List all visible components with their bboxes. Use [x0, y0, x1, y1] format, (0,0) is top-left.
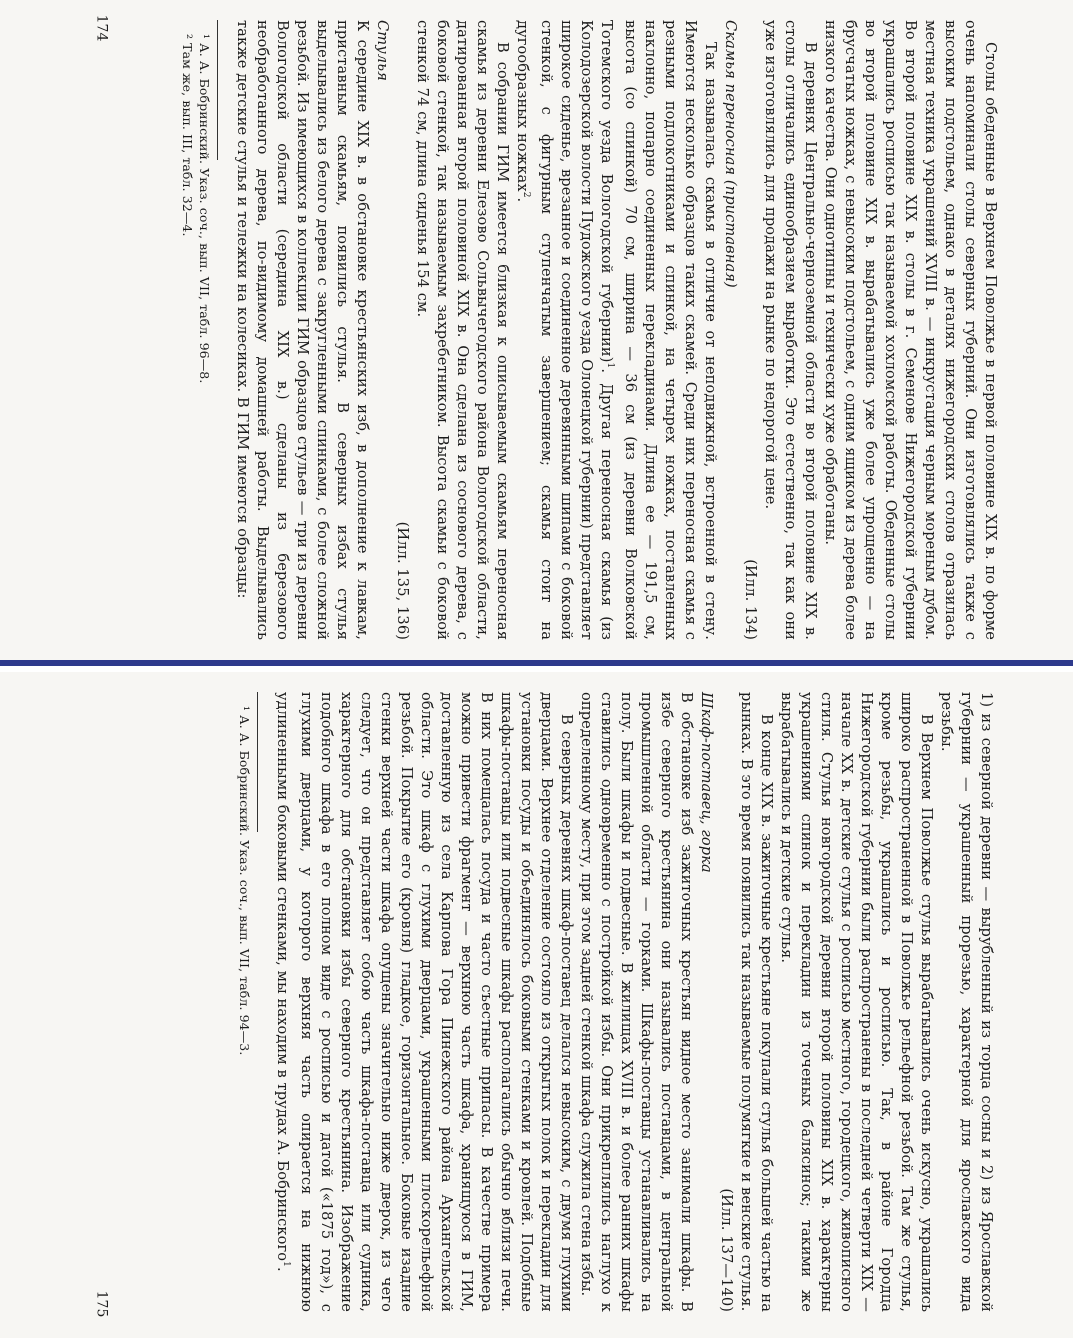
footnote-rule: [257, 692, 258, 832]
page-number: 175: [93, 1290, 110, 1318]
paragraph-tables: Столы обеденные в Верхнем Поволжье в первой половине XIX в. по форме очень напоминали столы северных губерний. Они изготовлялись также с высоким подстольем, однако в деталях нижегородских столов отразилась местная техника украшений XVIII в. — инкрустация черным мореным дубом. Во второй половине XIX в. столы в г. Семенове Нижегородской губернии украшались росписью так называемой хохломской работы. Обеденные столы во второй половине XIX в. вырабатывались уже более упрощенно — на брусчатых ножках, с невысоким подстольем, с одним ящиком из дерева более низкого качества. Они однотипны и технически хуже обработаны.: [822, 20, 999, 640]
paragraph-bench-2: В собрании ГИМ имеется близкая к описываемым скамьям переносная скамья из деревни Елезово Сольвычегодского района Вологодской области, датированная второй половиной XIX в. Она сделана из соснового дерева, с боковой стенкой, так называемым захребетником. Высота скамьи с боковой стенкой 74 см, длина сиденья 154 см. (Илл. 135, 136): [394, 20, 512, 640]
bottom-page-text: [236, 692, 996, 1312]
illustration-ref: (Илл. 134): [742, 559, 759, 640]
footnote-rule: [217, 20, 218, 160]
section-heading-bench: Скамья переносная (приставная): [722, 20, 739, 288]
paragraph-chairs: К середине XIX в. в обстановке крестьянских изб, в дополнение к лавкам, приставным скамьям, появились стулья. В северных избах стулья выделывались из белого дерева с закругленными спинками, с более сложной резьбой. Из имеющихся в коллекции ГИМ образцов стульев — три из деревни Вологодской области (середина XIX в.) сделаны из березового необработанного дерева, по-видимому домашней работы. Выделывались также детские стулья и тележки на колесиках. В ГИМ имеются образцы:: [234, 20, 372, 640]
footnote: ¹ А. А. Бобринский. Указ. соч., вып. VII, табл. 94—3.: [237, 706, 253, 1056]
top-page-text: [179, 20, 1000, 640]
section-heading-chairs: Стулья: [374, 20, 392, 81]
footnote-marker: 2: [521, 191, 532, 198]
paragraph-intro: 1) из северной деревни — вырубленный из торца сосны и 2) из Ярославской губернии — украшенный прорезью, характерной для ярославского вида резьбы.: [938, 692, 995, 1312]
footnote: ² Там же, вып. III, табл. 32—4.: [180, 34, 196, 237]
footnote-marker: 1: [281, 1261, 291, 1267]
paragraph-cupboard-2: В северных деревнях шкаф-поставец делался невысоким, с двумя глухими дверцами. Верхнее отделение состояло из открытых полок и перекладин для установки посуды и объединялось боковыми стенками и кровлей. Подобные шкафы-поставцы или подвесные шкафы располагались обычно вблизи печи. В них помещалась посуда и часто съестные припасы. В качестве примера можно привести фрагмент — верхнюю часть шкафа, хранящуюся в ГИМ, доставленную из села Карпова Гора Пинежского района Архангельской области. Это шкаф с глухими дверцами, украшенными плоскорельефной резьбой. Покрытие его (кровля) гладкое, горизонтальное. Боковые изадние стенки верхней части шкафа опущены значительно ниже дверок, из чего следует, что он представляет собою часть шкафа-поставца или судника, характерного для обстановки избы северного крестьянина. Изображение подобного шкафа в его полном виде с росписью и датой («1875 год»), с глухими дверцами, у которого верхняя часть опирается на нижнюю удлиненными боковыми стенками, мы находим в трудах А. Бобринского$^1$.: [274, 692, 575, 1312]
paragraph-tables-2: В деревнях Центрально-черноземной области во второй половине XIX в. столы отличались единообразием выработки. Это естественно, так как они уже изготовлялись для продажи на рынке по недорогой цене. (Илл. 134): [742, 20, 819, 640]
section-heading-cupboard: Шкаф-поставец, горка: [698, 692, 715, 873]
illustration-ref: (Илл. 137—140): [718, 1188, 735, 1312]
paragraph-market: В конце XIX в. зажиточные крестьяне покупали стулья большей частью на рынках. В это время появились так называемые полумягкие и венские стулья. (Илл. 137—140): [718, 692, 775, 1312]
footnote-marker: 1: [605, 362, 615, 369]
page-number: 174: [93, 14, 110, 42]
paragraph-volga: В Верхнем Поволжье стулья вырабатывались очень искусно, украшались широко распространенной в Поволжье рельефной резьбой. Там же стулья, кроме резьбы, украшались и росписью. Так, в районе Городца Нижегородской губернии были распространены в последней четверти XIX — начале XX в. детские стулья с росписью местного, городецкого, живописного стиля. Стулья новгородской деревни второй половины XIX в. характерны украшениями спинок и перекладин из точеных балясинок; такими же вырабатывались и детские стулья.: [778, 692, 935, 1312]
bottom-page: [0, 672, 1073, 1338]
paragraph-bench-1: Так называлась скамья в отличие от неподвижной, встроенной в стену. Имеются несколько образцов таких скамей. Среди них переносная скамья с резными подлокотниками и спинкой, на четырех ножках, поставленных наклонно, попарно соединенных перекладинами. Длина ее — 191,5 см, высота (со спинкой) 70 см, ширина — 36 см (из деревни Волковской Тотемского уезда Вологодской губернии)$^1$. Другая переносная скамья (из Колодозерской волости Пудожского уезда Олонецкой губернии) представляет широкое сиденье, врезанное и соединенное деревянными шипами с боковой стенкой, с фигурным ступенчатым завершением; скамья стоит на дугообразных ножках$^2$.: [514, 20, 719, 640]
paragraph-cupboard-1: В обстановке изб зажиточных крестьян видное место занимали шкафы. В избе северного крестьянина они назывались поставцами, в центральной промышленной области — горками. Шкафы-поставцы устанавливались на полу. Были шкафы и подвесные. В жилищах XVIII в. и более ранних шкафы ставились одновременно с постройкой избы. Они прикреплялись наглухо к определенному месту, при этом задней стенкой шкафа служила стена избы.: [578, 692, 695, 1312]
footnote: ¹ А. А. Бобринский. Указ. соч., вып. VII, табл. 96—8.: [197, 34, 213, 384]
illustration-ref: (Илл. 135, 136): [394, 521, 412, 640]
top-page: [0, 0, 1073, 660]
